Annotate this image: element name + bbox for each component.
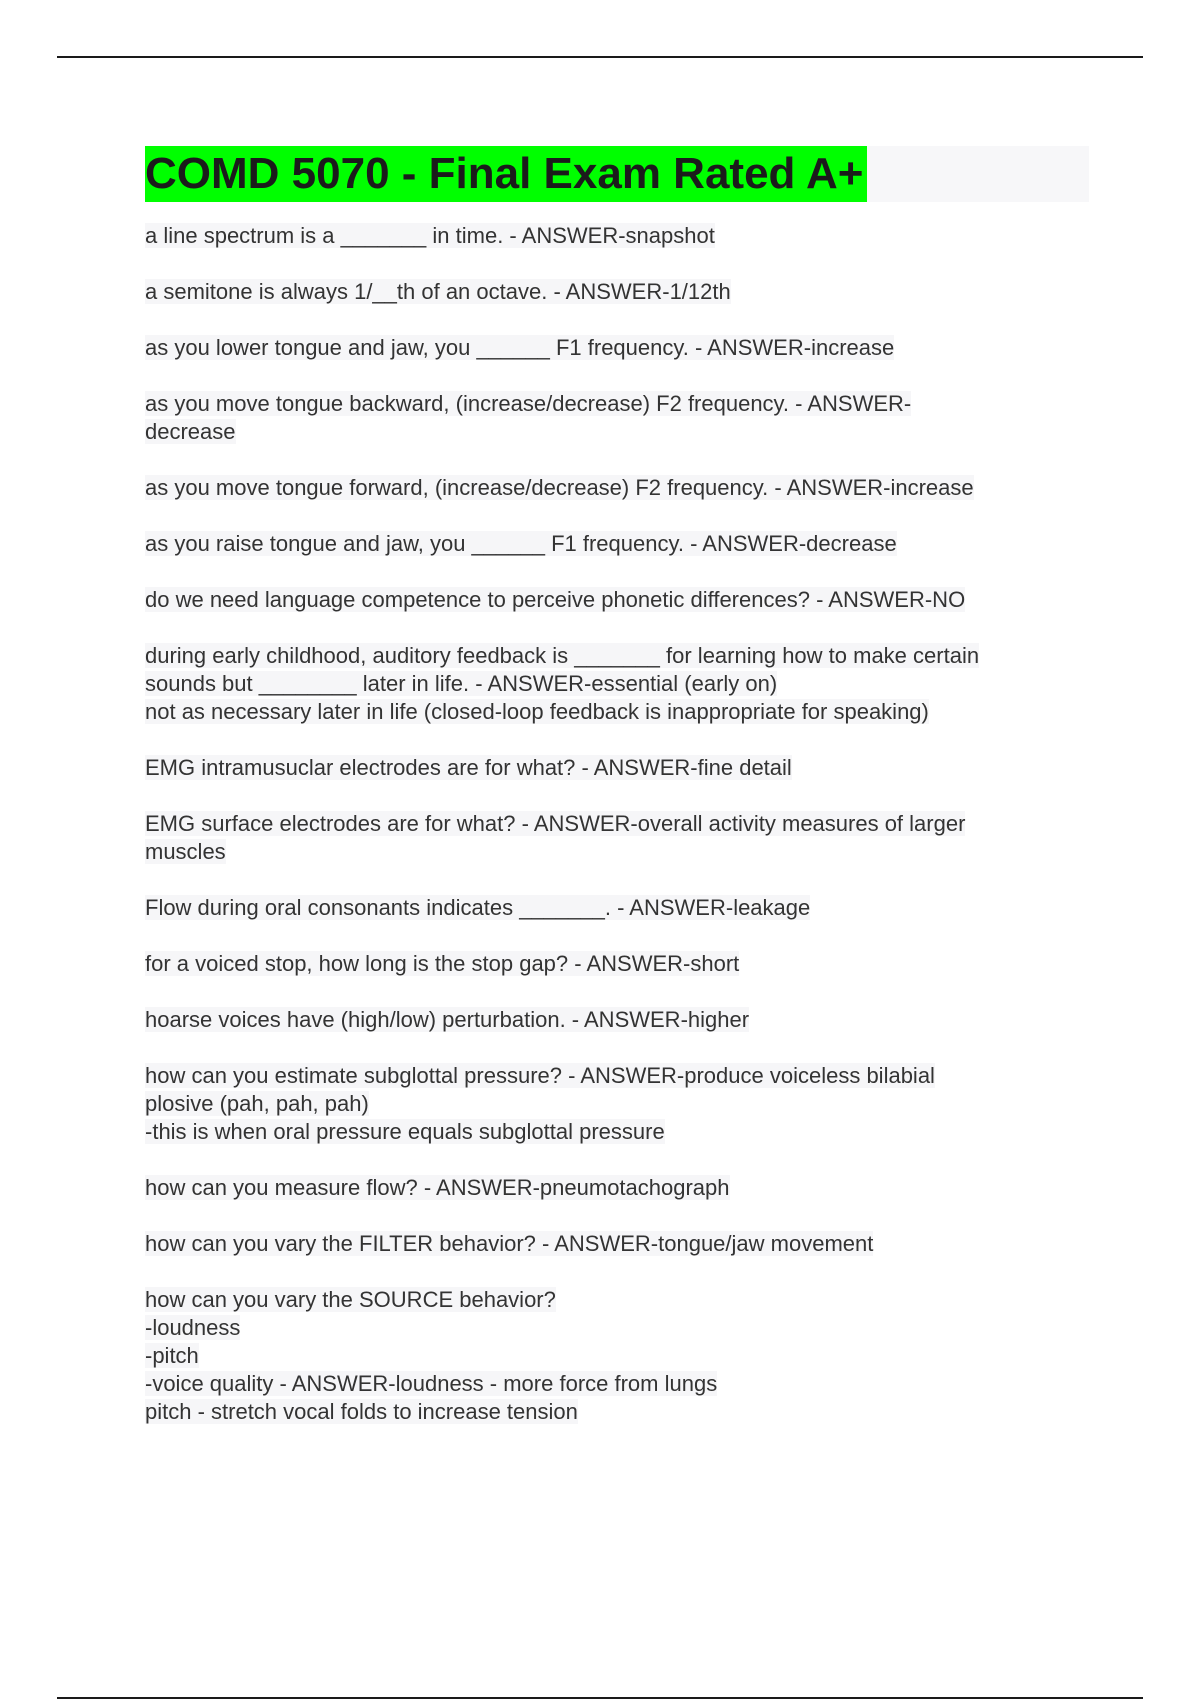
qa-entry: [145, 278, 1089, 306]
qa-line-text: -loudness: [145, 1315, 241, 1340]
qa-line-text: sounds but ________ later in life. - ANSWER-essential (early on): [145, 671, 778, 696]
qa-line-text: muscles: [145, 839, 226, 864]
qa-line-text: a line spectrum is a _______ in time. - ANSWER-snapshot: [145, 223, 715, 248]
document-body: [145, 146, 1089, 1454]
qa-line-text: plosive (pah, pah, pah): [145, 1091, 369, 1116]
qa-line-text: EMG surface electrodes are for what? - ANSWER-overall activity measures of larger: [145, 811, 966, 836]
qa-entry: [145, 222, 1089, 250]
qa-line: [145, 1370, 1089, 1398]
document-title: COMD 5070 - Final Exam Rated A+: [145, 146, 867, 202]
qa-line-text: -pitch: [145, 1343, 199, 1368]
qa-line-text: EMG intramusuclar electrodes are for what? - ANSWER-fine detail: [145, 755, 792, 780]
qa-entry: [145, 1174, 1089, 1202]
qa-line: [145, 1230, 1089, 1258]
qa-line: [145, 1006, 1089, 1034]
qa-entry: [145, 1006, 1089, 1034]
qa-line-text: a semitone is always 1/__th of an octave. - ANSWER-1/12th: [145, 279, 731, 304]
qa-line-text: how can you vary the FILTER behavior? - ANSWER-tongue/jaw movement: [145, 1231, 874, 1256]
qa-line-text: Flow during oral consonants indicates _______. - ANSWER-leakage: [145, 895, 811, 920]
qa-line: [145, 838, 1089, 866]
qa-line-text: how can you vary the SOURCE behavior?: [145, 1287, 556, 1312]
qa-line: [145, 698, 1089, 726]
qa-entry: [145, 894, 1089, 922]
qa-line-text: during early childhood, auditory feedback is _______ for learning how to make certain: [145, 643, 980, 668]
qa-list: [145, 222, 1089, 1426]
qa-line: [145, 222, 1089, 250]
qa-line: [145, 1090, 1089, 1118]
qa-line-text: as you raise tongue and jaw, you ______ F1 frequency. - ANSWER-decrease: [145, 531, 897, 556]
qa-line-text: -voice quality - ANSWER-loudness - more force from lungs: [145, 1371, 718, 1396]
qa-line: [145, 334, 1089, 362]
qa-line: [145, 1314, 1089, 1342]
qa-entry: [145, 1062, 1089, 1146]
qa-line: [145, 1118, 1089, 1146]
qa-line-text: -this is when oral pressure equals subglottal pressure: [145, 1119, 665, 1144]
qa-line: [145, 1174, 1089, 1202]
qa-line: [145, 894, 1089, 922]
qa-line-text: pitch - stretch vocal folds to increase tension: [145, 1399, 578, 1424]
qa-line: [145, 1342, 1089, 1370]
qa-line-text: as you move tongue backward, (increase/decrease) F2 frequency. - ANSWER-: [145, 391, 912, 416]
top-rule: [57, 56, 1143, 58]
qa-line: [145, 1398, 1089, 1426]
qa-entry: [145, 334, 1089, 362]
qa-entry: [145, 642, 1089, 726]
qa-line: [145, 1286, 1089, 1314]
qa-line: [145, 642, 1089, 670]
qa-entry: [145, 950, 1089, 978]
qa-line-text: hoarse voices have (high/low) perturbation. - ANSWER-higher: [145, 1007, 750, 1032]
qa-line-text: how can you estimate subglottal pressure? - ANSWER-produce voiceless bilabial: [145, 1063, 935, 1088]
qa-entry: [145, 530, 1089, 558]
qa-line: [145, 390, 1089, 418]
bottom-rule: [57, 1697, 1143, 1699]
qa-line: [145, 474, 1089, 502]
qa-entry: [145, 474, 1089, 502]
qa-line: [145, 1062, 1089, 1090]
qa-line: [145, 670, 1089, 698]
qa-line: [145, 278, 1089, 306]
qa-line-text: do we need language competence to perceive phonetic differences? - ANSWER-NO: [145, 587, 966, 612]
qa-line: [145, 418, 1089, 446]
qa-entry: [145, 1230, 1089, 1258]
qa-line-text: as you move tongue forward, (increase/decrease) F2 frequency. - ANSWER-increase: [145, 475, 974, 500]
qa-entry: [145, 1286, 1089, 1426]
qa-entry: [145, 390, 1089, 446]
qa-entry: [145, 754, 1089, 782]
qa-line-text: how can you measure flow? - ANSWER-pneumotachograph: [145, 1175, 730, 1200]
qa-line-text: not as necessary later in life (closed-loop feedback is inappropriate for speaking): [145, 699, 929, 724]
qa-line: [145, 586, 1089, 614]
qa-line: [145, 810, 1089, 838]
qa-line: [145, 950, 1089, 978]
title-row: [145, 146, 1089, 202]
qa-entry: [145, 586, 1089, 614]
qa-entry: [145, 810, 1089, 866]
qa-line: [145, 754, 1089, 782]
qa-line-text: decrease: [145, 419, 236, 444]
qa-line-text: as you lower tongue and jaw, you ______ F1 frequency. - ANSWER-increase: [145, 335, 895, 360]
qa-line-text: for a voiced stop, how long is the stop gap? - ANSWER-short: [145, 951, 740, 976]
qa-line: [145, 530, 1089, 558]
